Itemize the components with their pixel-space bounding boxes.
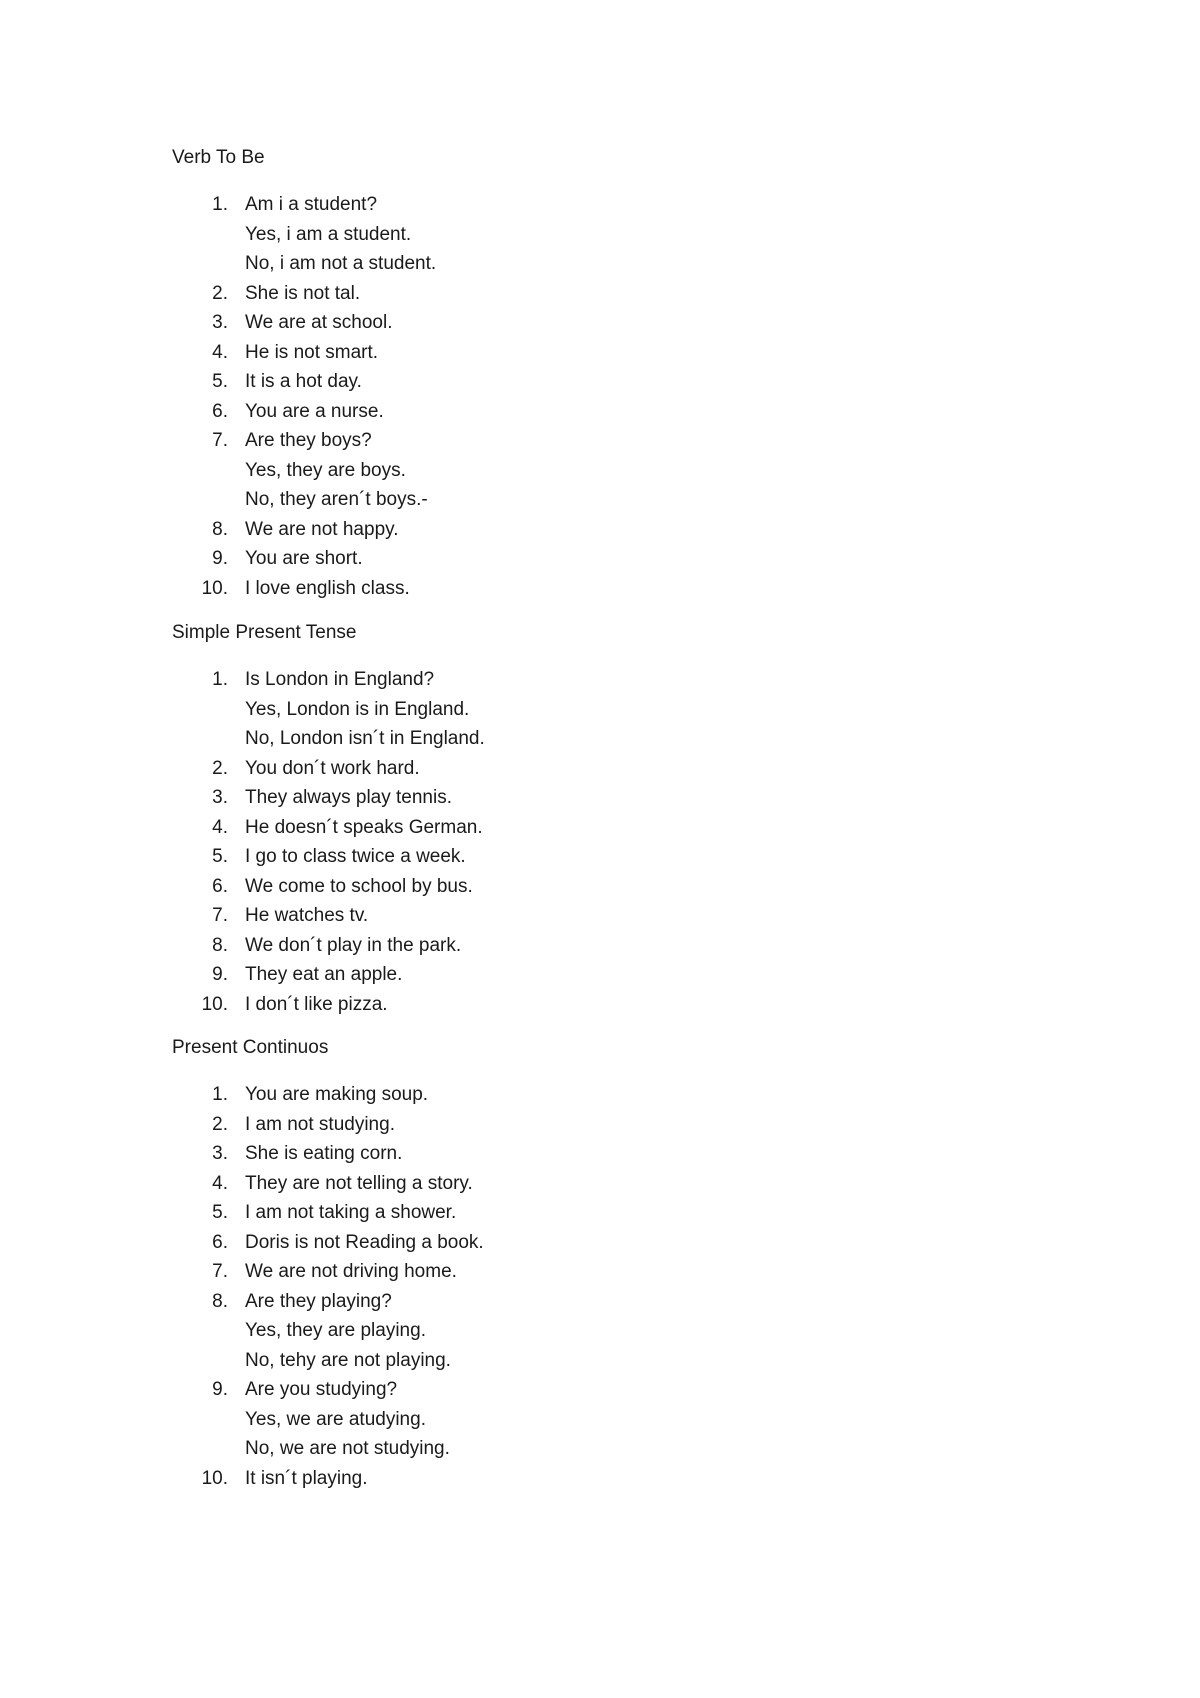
list-item [0, 931, 1200, 961]
list-item [0, 515, 1200, 545]
list-item-text: I don´t like pizza. [245, 993, 388, 1015]
list-item [0, 544, 1200, 574]
list-item-number: 6. [212, 875, 228, 897]
list-item [0, 190, 1200, 279]
list-item-text: I am not taking a shower. [245, 1202, 457, 1223]
list-item [0, 813, 1200, 843]
numbered-list [0, 1080, 1200, 1493]
list-item-text: He doesn´t speaks German. [245, 816, 483, 838]
list-item-subline: Yes, i am a student. [245, 223, 412, 245]
list-item [0, 783, 1200, 813]
list-item-text: We are at school. [245, 312, 393, 333]
list-item-number: 10. [201, 577, 228, 599]
list-item-number: 6. [212, 1231, 228, 1253]
list-item-subline: Yes, they are playing. [245, 1320, 426, 1341]
list-item-text: We come to school by bus. [245, 875, 473, 897]
list-item [0, 990, 1200, 1020]
list-item-number: 5. [212, 846, 228, 867]
list-item-number: 5. [212, 371, 228, 392]
list-item [0, 1169, 1200, 1199]
list-item-number: 2. [212, 282, 228, 304]
list-item [0, 367, 1200, 397]
list-item [0, 1228, 1200, 1258]
list-item-text: Are they boys? [245, 430, 372, 451]
list-item-text: They eat an apple. [245, 964, 403, 985]
list-item-number: 5. [212, 1202, 228, 1223]
list-item [0, 960, 1200, 990]
list-item-number: 2. [212, 1113, 228, 1135]
list-item [0, 901, 1200, 931]
list-item-number: 2. [212, 757, 228, 779]
list-item-number: 3. [212, 312, 228, 333]
list-item [0, 1110, 1200, 1140]
list-item [0, 872, 1200, 902]
list-item-text: She is not tal. [245, 282, 361, 304]
numbered-list [0, 190, 1200, 603]
section-title: Simple Present Tense [172, 622, 357, 643]
list-item-number: 1. [212, 669, 228, 690]
list-item-text: You are making soup. [245, 1084, 429, 1105]
list-item-number: 1. [212, 194, 228, 215]
list-item-number: 8. [212, 934, 228, 956]
list-item-number: 7. [212, 905, 228, 926]
list-item [0, 1287, 1200, 1376]
list-item [0, 338, 1200, 368]
list-item [0, 426, 1200, 515]
list-item-subline: Yes, we are atudying. [245, 1408, 426, 1430]
list-item-subline: No, they aren´t boys.- [245, 489, 428, 510]
list-item-number: 4. [212, 341, 228, 363]
list-item-text: I love english class. [245, 577, 410, 599]
list-item-text: They are not telling a story. [245, 1172, 473, 1194]
list-item-number: 7. [212, 1261, 228, 1282]
list-item-number: 3. [212, 787, 228, 808]
list-item-text: Doris is not Reading a book. [245, 1231, 484, 1253]
list-item-text: Are they playing? [245, 1290, 392, 1312]
list-item [0, 1464, 1200, 1494]
list-item-number: 6. [212, 400, 228, 422]
list-item [0, 1198, 1200, 1228]
list-item-subline: No, we are not studying. [245, 1438, 450, 1459]
list-item-number: 4. [212, 816, 228, 838]
list-item-number: 4. [212, 1172, 228, 1194]
list-item-number: 9. [212, 548, 228, 569]
list-item [0, 665, 1200, 754]
list-item [0, 574, 1200, 604]
list-item-text: You are short. [245, 548, 363, 569]
list-item-text: She is eating corn. [245, 1143, 403, 1164]
list-item-subline: No, tehy are not playing. [245, 1349, 451, 1371]
list-item [0, 754, 1200, 784]
list-item-text: Am i a student? [245, 194, 378, 215]
list-item-subline: No, London isn´t in England. [245, 728, 485, 749]
list-item-text: I am not studying. [245, 1113, 395, 1135]
list-item-text: We are not driving home. [245, 1261, 457, 1282]
section-title: Present Continuos [172, 1037, 329, 1058]
list-item-number: 8. [212, 1290, 228, 1312]
list-item-number: 3. [212, 1143, 228, 1164]
list-item-text: It isn´t playing. [245, 1467, 368, 1489]
list-item-text: They always play tennis. [245, 787, 452, 808]
section-title: Verb To Be [172, 147, 265, 168]
list-item-subline: No, i am not a student. [245, 253, 437, 274]
list-item [0, 1139, 1200, 1169]
list-item [0, 397, 1200, 427]
list-item [0, 1375, 1200, 1464]
list-item [0, 308, 1200, 338]
list-item-subline: Yes, London is in England. [245, 698, 470, 720]
list-item [0, 842, 1200, 872]
list-item-text: Are you studying? [245, 1379, 398, 1400]
list-item [0, 279, 1200, 309]
list-item-text: We are not happy. [245, 518, 399, 540]
list-item-text: I go to class twice a week. [245, 846, 466, 867]
list-item-number: 8. [212, 518, 228, 540]
list-item-number: 10. [201, 993, 228, 1015]
list-item-text: He is not smart. [245, 341, 379, 363]
list-item-subline: Yes, they are boys. [245, 459, 406, 481]
list-item-text: Is London in England? [245, 669, 435, 690]
list-item-text: You don´t work hard. [245, 757, 420, 779]
list-item-number: 7. [212, 430, 228, 451]
list-item-number: 9. [212, 1379, 228, 1400]
list-item-number: 10. [201, 1467, 228, 1489]
list-item-text: You are a nurse. [245, 400, 384, 422]
list-item-number: 1. [212, 1084, 228, 1105]
list-item [0, 1257, 1200, 1287]
list-item [0, 1080, 1200, 1110]
list-item-text: It is a hot day. [245, 371, 362, 392]
list-item-text: He watches tv. [245, 905, 369, 926]
numbered-list [0, 665, 1200, 1019]
list-item-number: 9. [212, 964, 228, 985]
list-item-text: We don´t play in the park. [245, 934, 462, 956]
